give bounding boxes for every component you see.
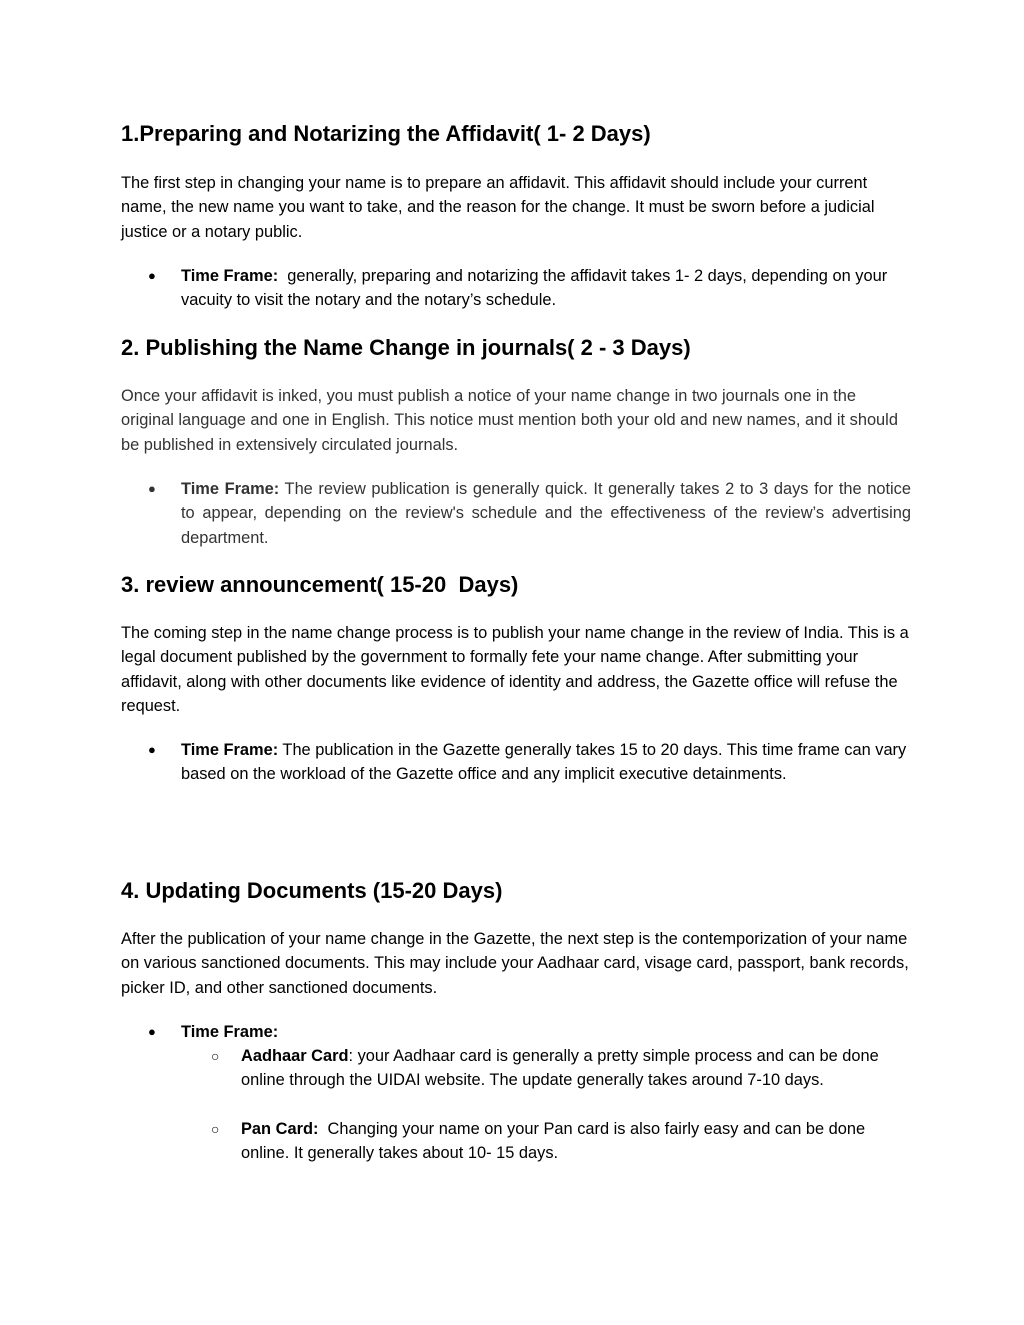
section-1-paragraph: The first step in changing your name is to prepare an affidavit. This affidavit should include your current name, the new name you want to take, and the reason for the change. It must be sworn before a judicial justice or a notary public. [121,174,875,241]
time-frame-label: Time Frame: [181,1023,279,1041]
bullet-dot-icon: ● [148,268,156,283]
pan-card-label: Pan Card: [241,1120,319,1138]
section-4-bullet [148,1020,911,1044]
hollow-circle-icon: ○ [211,1048,220,1064]
section-1-bullet [148,264,911,313]
section-3-heading: 3. review announcement( 15-20 Days) [121,572,519,597]
section-4-heading: 4. Updating Documents (15-20 Days) [121,878,503,903]
hollow-circle-icon: ○ [211,1121,220,1137]
aadhaar-label: Aadhaar Card [241,1047,349,1065]
bullet-dot-icon: ● [148,481,156,496]
aadhaar-text: : your Aadhaar card is generally a pretty simple process and can be done online through the UIDAI website. The update generally takes around 7-10 days. [241,1047,879,1090]
pan-card-text: Changing your name on your Pan card is also fairly easy and can be done online. It generally takes about 10- 15 days. [241,1120,870,1163]
section-2-bullet [148,477,911,550]
section-4-paragraph: After the publication of your name change in the Gazette, the next step is the contemporization of your name on various sanctioned documents. This may include your Aadhaar card, visage card, passport, bank records, picker ID, and other sanctioned documents. [121,930,909,997]
bullet-dot-icon: ● [148,742,156,757]
bullet-dot-icon: ● [148,1024,156,1039]
section-2-paragraph: Once your affidavit is inked, you must publish a notice of your name change in two journals one in the original language and one in English. This notice must mention both your old and new names, and it should be published in extensively circulated journals. [121,387,898,454]
time-frame-label: Time Frame: [181,267,279,285]
time-frame-label: Time Frame: [181,741,279,759]
section-3-paragraph: The coming step in the name change process is to publish your name change in the review of India. This is a legal document published by the government to formally fete your name change. After submitting your affidavit, along with other documents like evidence of identity and address, the Gazette office will refuse the request. [121,624,909,715]
section-2-heading: 2. Publishing the Name Change in journals( 2 - 3 Days) [121,335,691,360]
section-1-heading: 1.Preparing and Notarizing the Affidavit( 1- 2 Days) [121,121,651,146]
sub-bullet-aadhaar [211,1044,906,1093]
section-3-bullet [148,738,911,787]
time-frame-text: The publication in the Gazette generally takes 15 to 20 days. This time frame can vary based on the workload of the Gazette office and any implicit executive detainments. [181,741,907,784]
time-frame-text: generally, preparing and notarizing the affidavit takes 1- 2 days, depending on your vacuity to visit the notary and the notary’s schedule. [181,267,892,310]
time-frame-text: The review publication is generally quick. It generally takes 2 to 3 days for the notice to appear, depending on the review's schedule and the effectiveness of the review’s advertising department. [181,480,911,547]
sub-bullet-pan [211,1117,906,1166]
time-frame-label: Time Frame: [181,480,280,498]
